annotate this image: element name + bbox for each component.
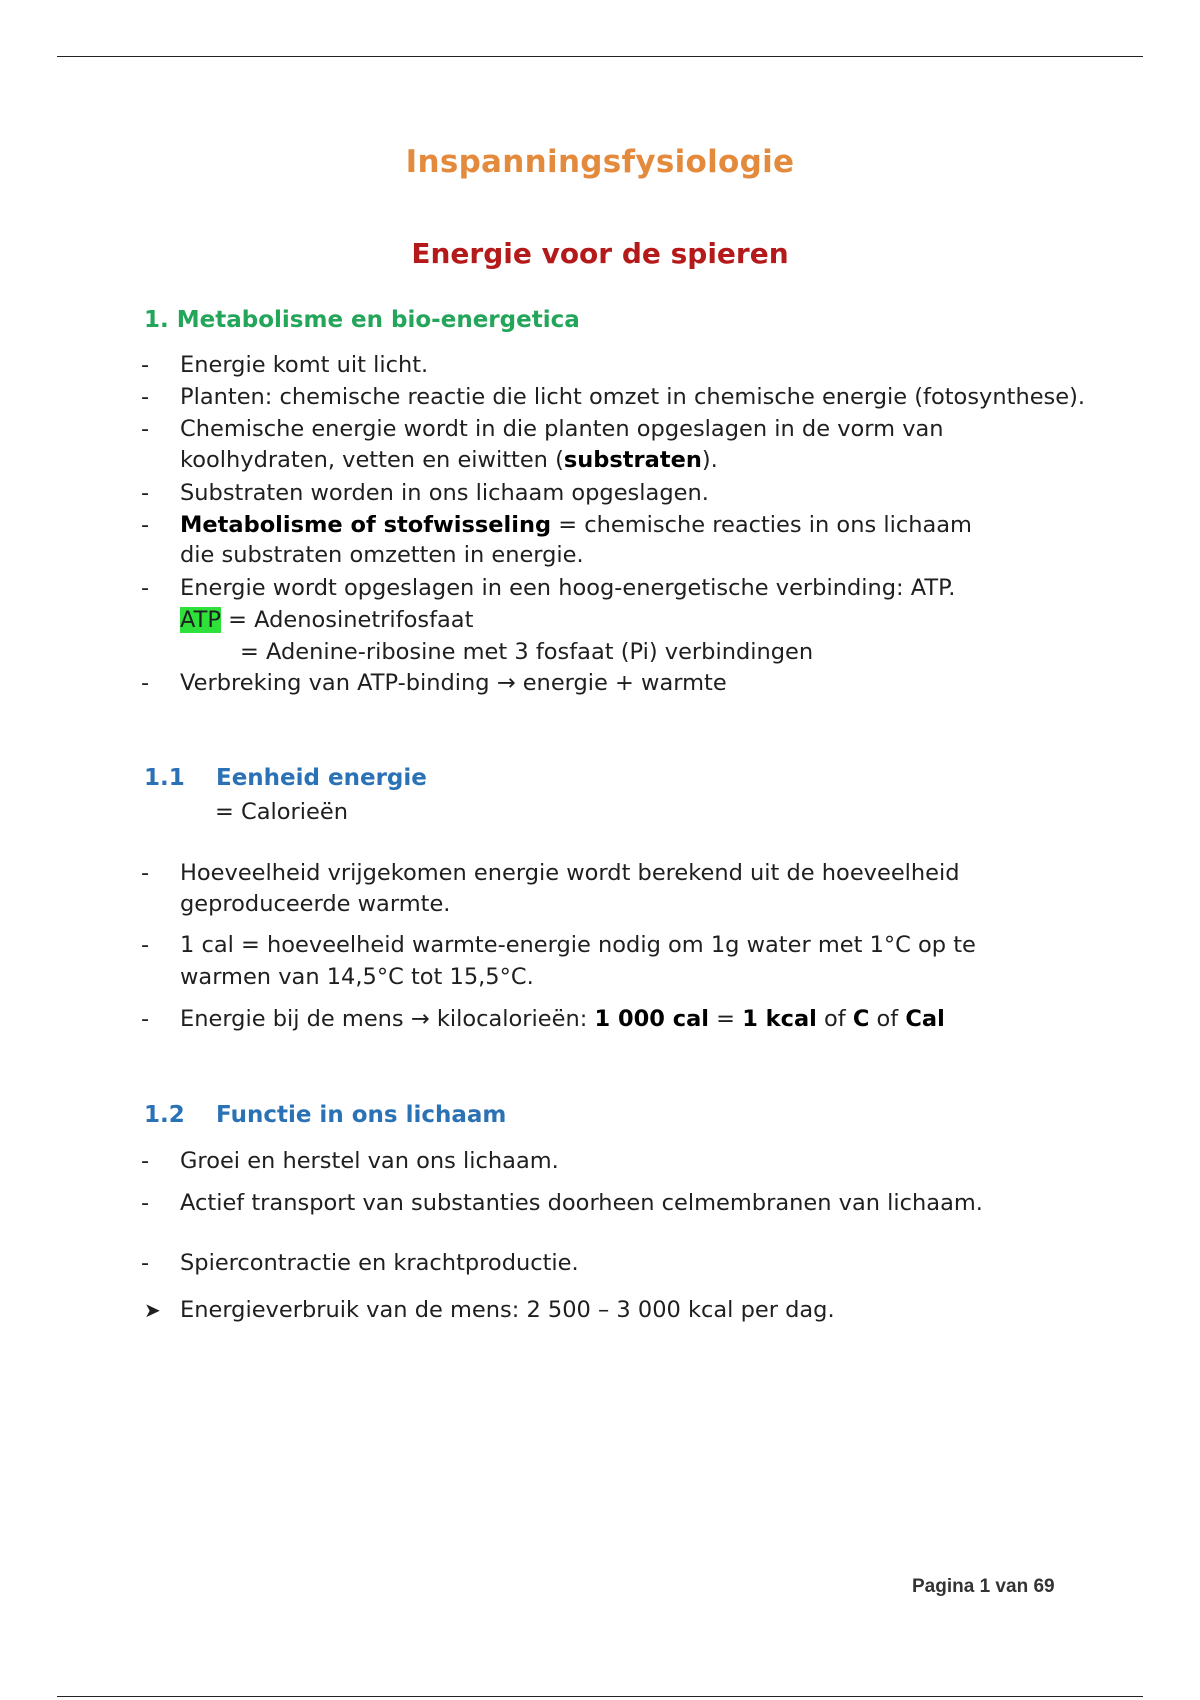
section-1-1-heading: 1.1 Eenheid energie xyxy=(144,765,427,791)
list-item: Actief transport van substanties doorheen celmembranen van lichaam. xyxy=(180,1190,983,1216)
list-item: Energieverbruik van de mens: 2 500 – 3 000 kcal per dag. xyxy=(180,1297,835,1323)
section-1-2-heading: 1.2 Functie in ons lichaam xyxy=(144,1102,507,1128)
bullet-dash: - xyxy=(141,384,150,410)
atp-definition-2: = Adenine-ribosine met 3 fosfaat (Pi) verbindingen xyxy=(240,639,814,665)
document-title: Inspanningsfysiologie xyxy=(405,144,795,180)
list-item: Planten: chemische reactie die licht omzet in chemische energie (fotosynthese). xyxy=(180,384,1086,410)
bullet-dash: - xyxy=(141,1250,150,1276)
bullet-dash: - xyxy=(141,670,150,696)
top-rule xyxy=(57,56,1143,57)
list-item-continued: koolhydraten, vetten en eiwitten (substraten). xyxy=(180,447,718,473)
bottom-rule xyxy=(57,1696,1143,1697)
list-item-continued: geproduceerde warmte. xyxy=(180,891,451,917)
bullet-dash: - xyxy=(141,860,150,886)
list-item: Energie komt uit licht. xyxy=(180,352,429,378)
list-item: Chemische energie wordt in die planten opgeslagen in de vorm van xyxy=(180,416,944,442)
bullet-dash: - xyxy=(141,416,150,442)
list-item: Verbreking van ATP-binding → energie + warmte xyxy=(180,670,727,696)
list-item: Spiercontractie en krachtproductie. xyxy=(180,1250,579,1276)
bullet-dash: - xyxy=(141,1148,150,1174)
bullet-dash: - xyxy=(141,480,150,506)
highlighted-term: ATP xyxy=(180,607,221,633)
list-item: Substraten worden in ons lichaam opgeslagen. xyxy=(180,480,709,506)
list-item: Metabolisme of stofwisseling = chemische reacties in ons lichaam xyxy=(180,512,972,538)
atp-definition: ATP = Adenosinetrifosfaat xyxy=(180,607,474,633)
list-item: Energie bij de mens → kilocalorieën: 1 000 cal = 1 kcal of C of Cal xyxy=(180,1006,945,1032)
document-subtitle: Energie voor de spieren xyxy=(411,237,789,270)
list-item-continued: die substraten omzetten in energie. xyxy=(180,542,584,568)
bullet-dash: - xyxy=(141,1190,150,1216)
bullet-dash: - xyxy=(141,1006,150,1032)
arrowhead-bullet-icon: ➤ xyxy=(144,1298,161,1322)
section-1-heading: 1. Metabolisme en bio-energetica xyxy=(144,307,580,333)
bold-term: Metabolisme of stofwisseling xyxy=(180,512,552,538)
list-item-continued: warmen van 14,5°C tot 15,5°C. xyxy=(180,964,534,990)
bullet-dash: - xyxy=(141,575,150,601)
list-item: Energie wordt opgeslagen in een hoog-energetische verbinding: ATP. xyxy=(180,575,956,601)
bullet-dash: - xyxy=(141,932,150,958)
page-number: Pagina 1 van 69 xyxy=(912,1576,1055,1597)
section-1-1-subtitle: = Calorieën xyxy=(215,799,348,825)
list-item: Groei en herstel van ons lichaam. xyxy=(180,1148,559,1174)
bold-term: substraten xyxy=(563,447,702,473)
list-item: Hoeveelheid vrijgekomen energie wordt berekend uit de hoeveelheid xyxy=(180,860,960,886)
list-item: 1 cal = hoeveelheid warmte-energie nodig om 1g water met 1°C op te xyxy=(180,932,976,958)
bullet-dash: - xyxy=(141,512,150,538)
bullet-dash: - xyxy=(141,352,150,378)
